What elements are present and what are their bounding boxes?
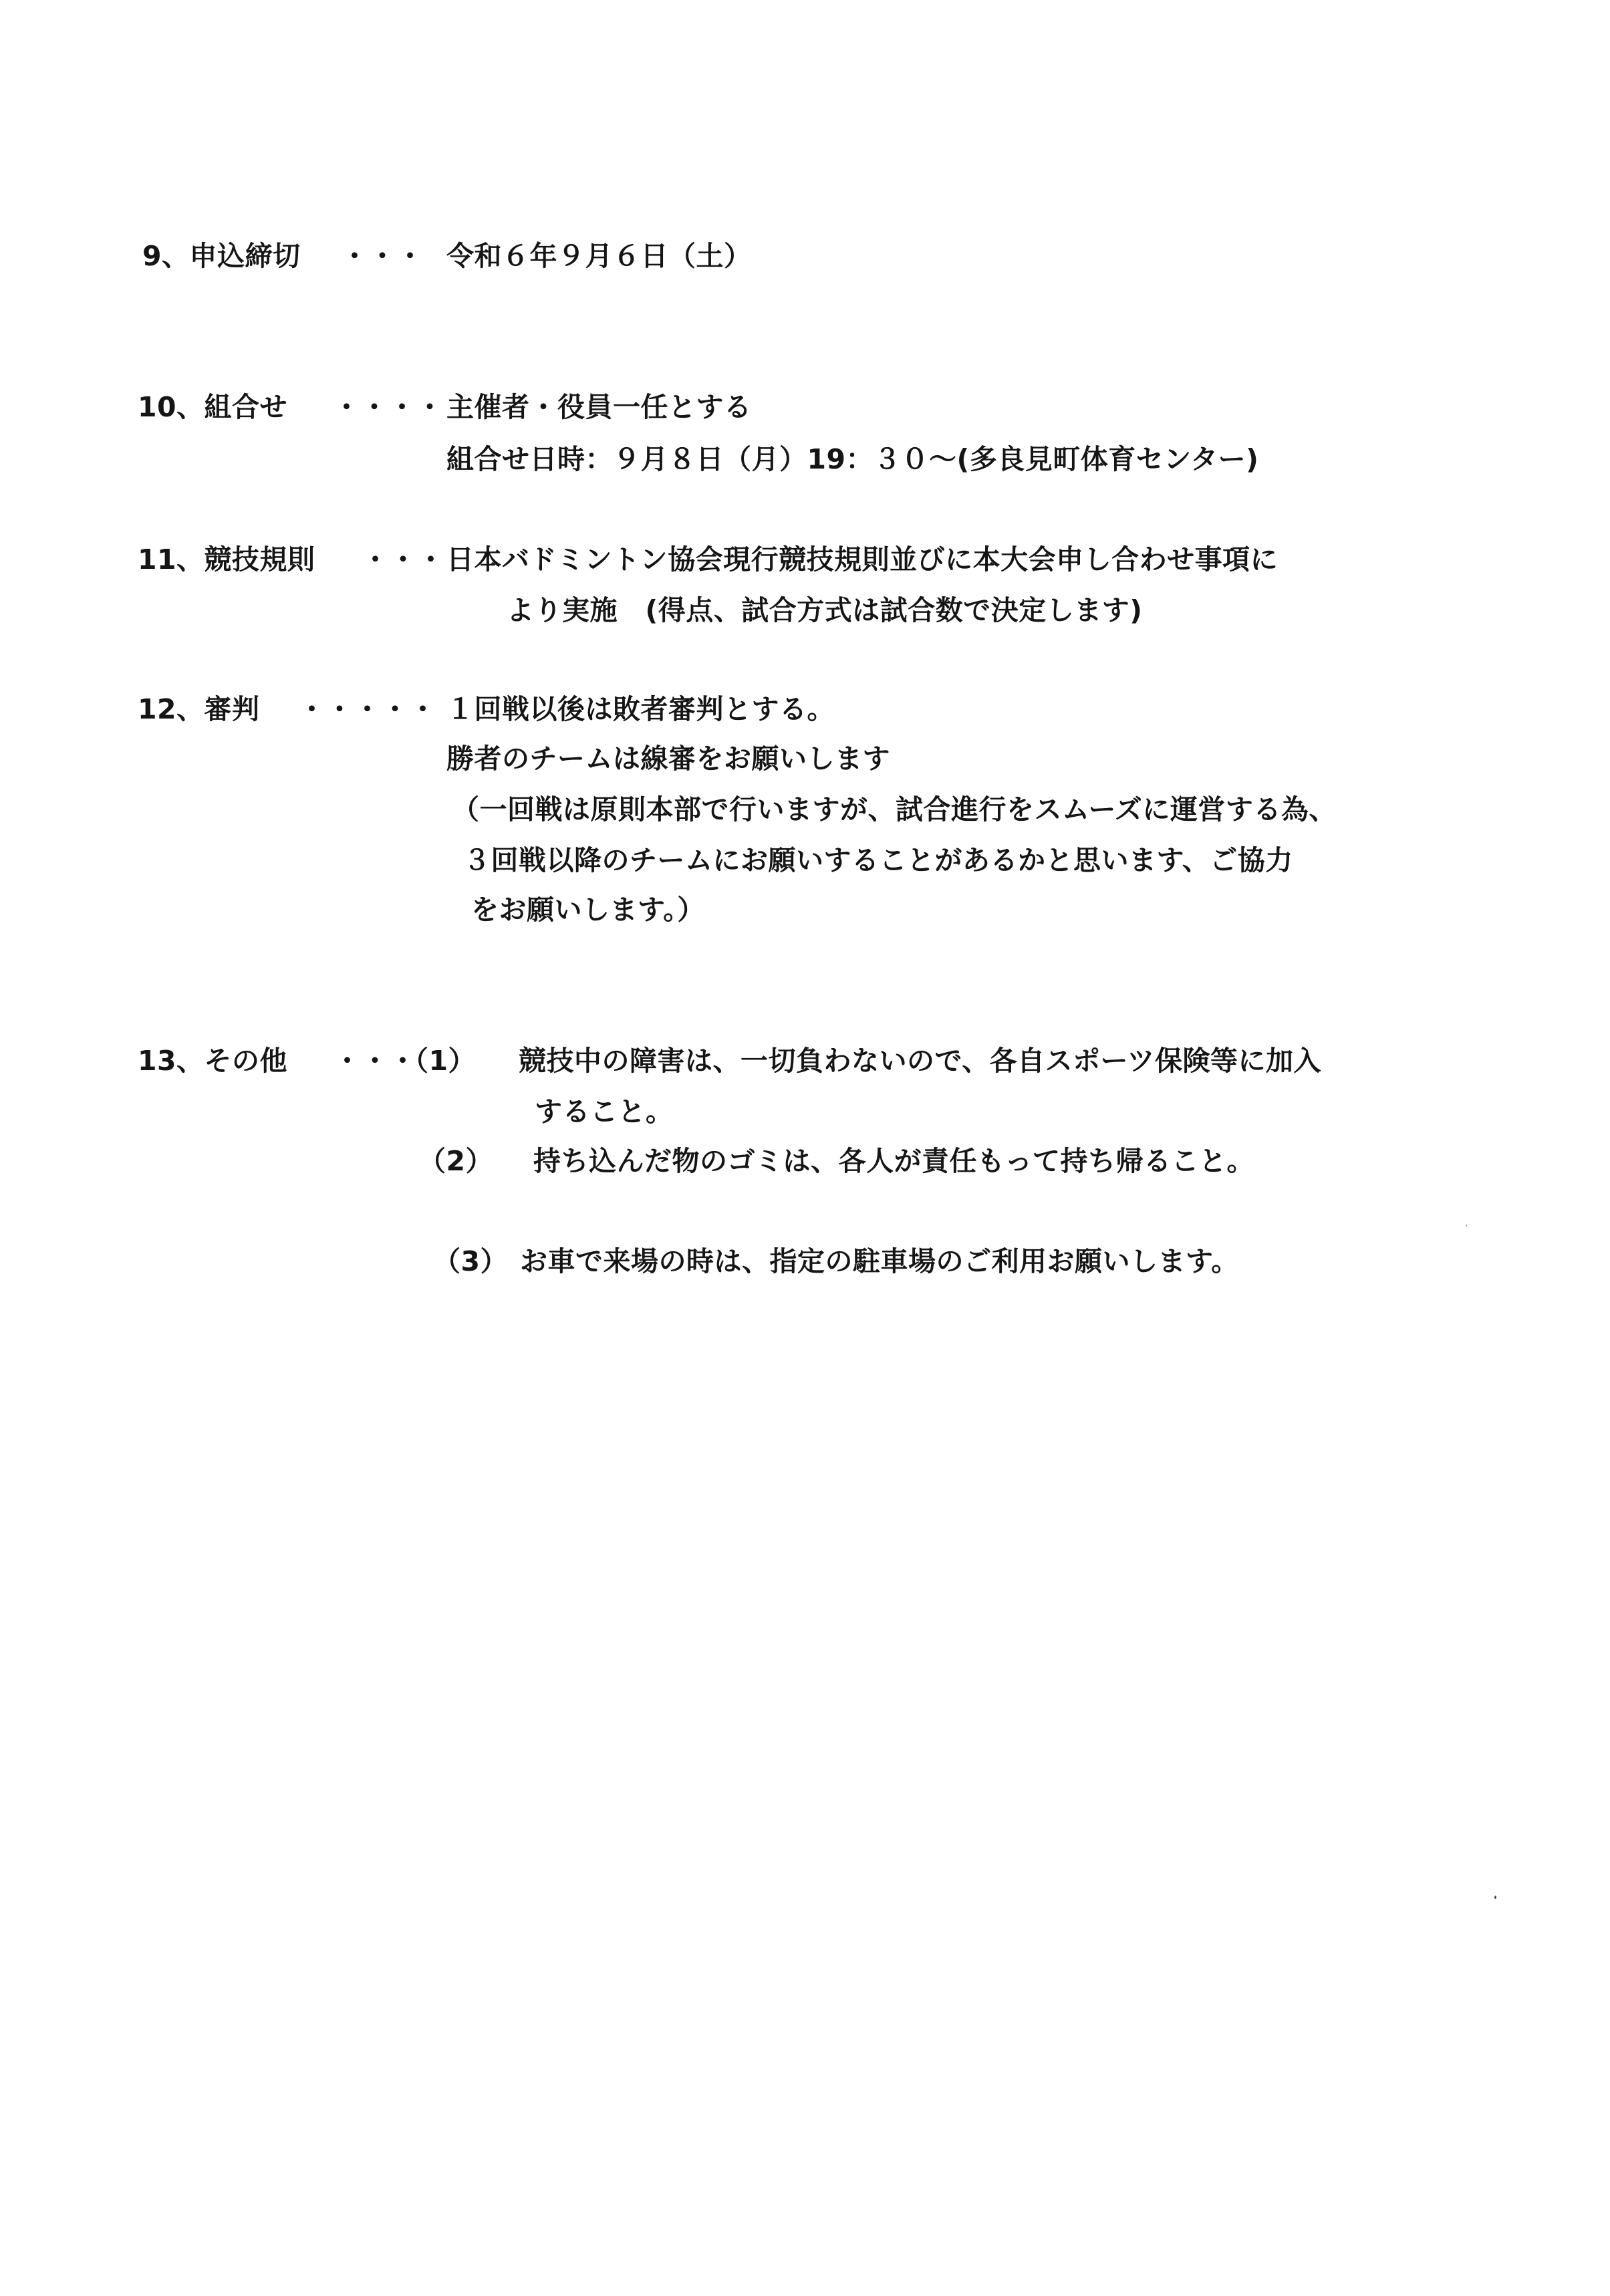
section-13-item-num: （2） (418, 1145, 494, 1177)
section-9-dots: ・・・ (341, 240, 424, 272)
section-13-item-num: （1） (401, 1045, 477, 1077)
section-12-label: 12、審判 (138, 693, 260, 725)
section-13-dots: ・・・ (333, 1045, 417, 1077)
section-12-dots: ・・・・・ (298, 693, 437, 725)
section-10-dots: ・・・・ (333, 391, 444, 423)
section-11-line: より実施 (得点、試合方式は試合数で決定します) (507, 594, 1143, 626)
section-10-label: 10、組合せ (138, 391, 288, 423)
scan-speck (1466, 1225, 1467, 1227)
section-12-line: １回戦以後は敗者審判とする。 (446, 693, 835, 725)
section-12-line: ３回戦以降のチームにお願いすることがあるかと思います、ご協力 (463, 844, 1293, 876)
scan-speck (1494, 1896, 1496, 1899)
section-10-line: 主催者・役員一任とする (446, 391, 752, 423)
section-9-label: 9、申込締切 (142, 240, 301, 272)
section-13-item-num: （3） (433, 1245, 509, 1277)
section-11-label: 11、競技規則 (138, 543, 315, 576)
section-13-item-line: すること。 (535, 1096, 674, 1128)
section-13-item-line: 競技中の障害は、一切負わないので、各自スポーツ保険等に加入 (519, 1045, 1322, 1077)
section-10-line: 組合せ日時：９月８日（月）19：３０～(多良見町体育センター) (446, 443, 1259, 475)
section-13-item-line: お車で来場の時は、指定の駐車場のご利用お願いします。 (520, 1245, 1239, 1277)
section-13-item-line: 持ち込んだ物のゴミは、各人が責任もって持ち帰ること。 (533, 1145, 1254, 1177)
section-11-dots: ・・・ (362, 543, 445, 576)
section-12-line: （一回戦は原則本部で行いますが、試合進行をスムーズに運営する為、 (452, 793, 1337, 825)
section-12-line: 勝者のチームは線審をお願いします (446, 743, 890, 775)
section-12-line: をお願いします。） (471, 894, 705, 926)
section-9-line: 令和６年９月６日（土） (446, 240, 752, 272)
section-11-line: 日本バドミントン協会現行競技規則並びに本大会申し合わせ事項に (446, 543, 1279, 576)
section-13-label: 13、その他 (138, 1045, 288, 1077)
